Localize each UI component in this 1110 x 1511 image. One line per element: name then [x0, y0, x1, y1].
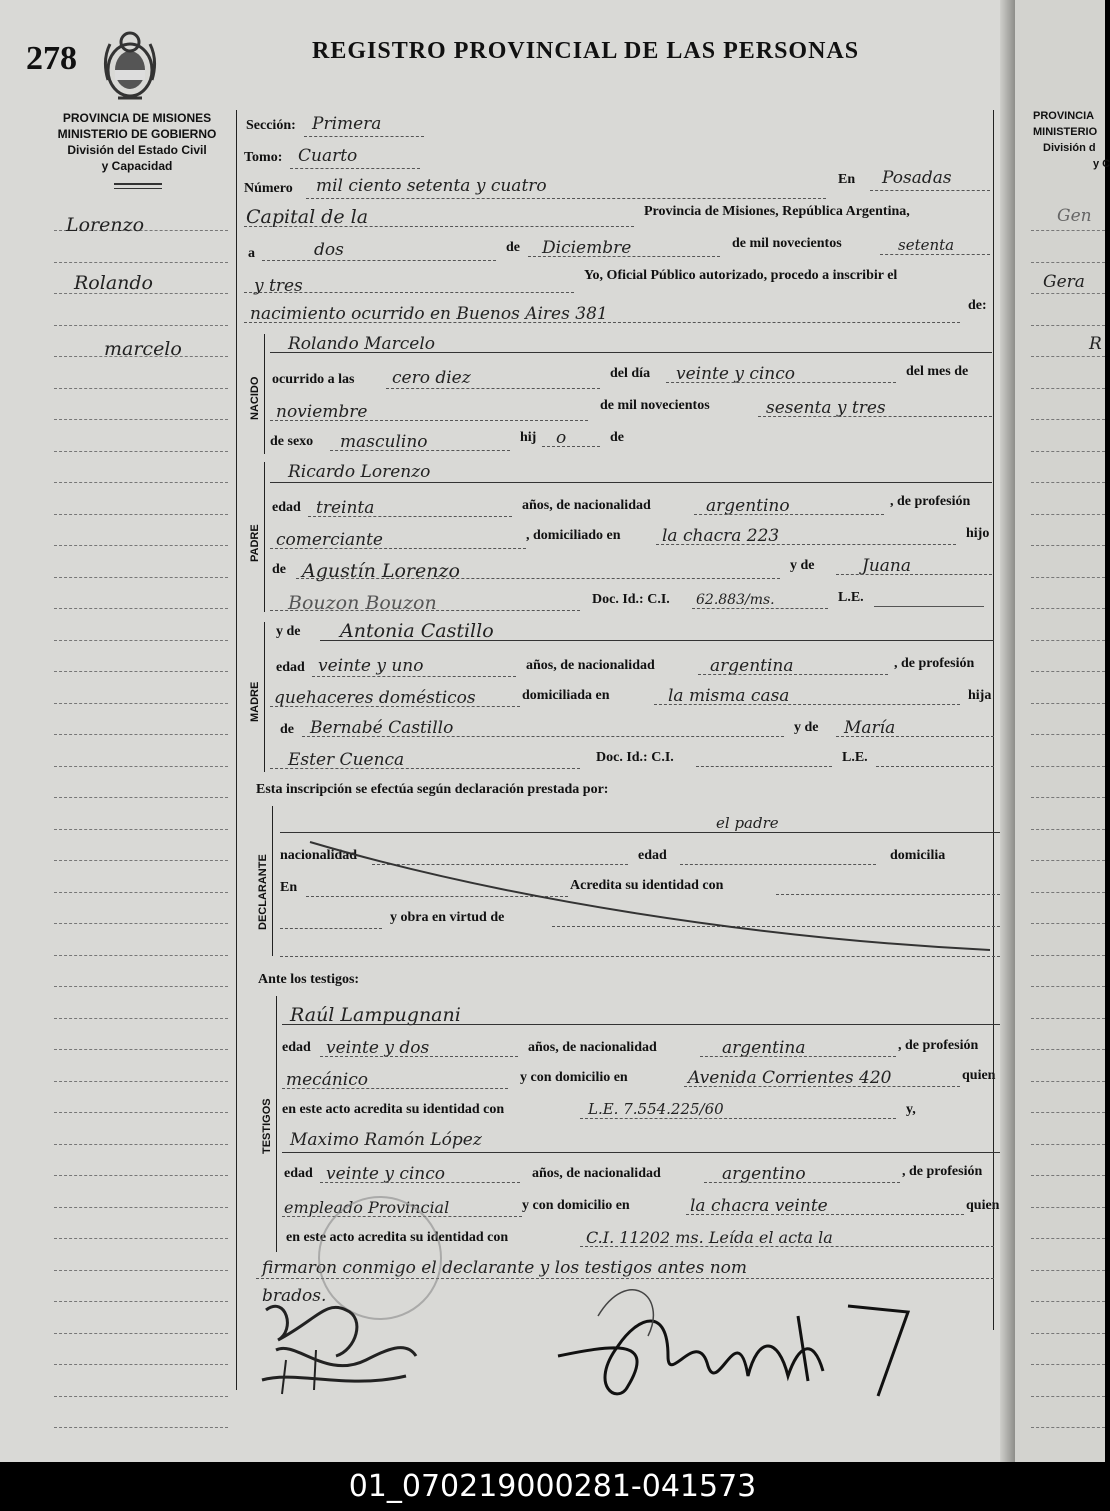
margin-rule [54, 797, 228, 798]
margin-rule [54, 640, 228, 641]
margin-rule [54, 1049, 228, 1050]
label-ante-testigos: Ante los testigos: [258, 972, 360, 987]
adjacent-header-line: División d [1043, 142, 1096, 154]
line-padre-nac [694, 514, 884, 515]
margin-rule [54, 262, 228, 263]
margin-rule [1031, 230, 1105, 231]
margin-rule [54, 325, 228, 326]
line-mes [528, 256, 720, 257]
value-padre-madre: Juana [862, 556, 911, 576]
padre-bar [264, 462, 265, 612]
value-padre-prof: comerciante [276, 530, 383, 550]
margin-rule [54, 1364, 228, 1365]
label-de: de [506, 240, 520, 255]
strike-through-mark [300, 838, 1000, 954]
margin-rule [54, 1175, 228, 1176]
line-madre-nac [698, 674, 888, 675]
side-label-nacido: NACIDO [249, 376, 261, 420]
margin-rule [1031, 797, 1105, 798]
label-ocurrido: ocurrido a las [272, 372, 355, 387]
value-madre-nombre: Antonia Castillo [340, 620, 494, 642]
margin-name-surname: Lorenzo [66, 214, 145, 236]
label-t1-acredita: en este acto acredita su identidad con [282, 1102, 505, 1117]
label-madre-le: L.E. [842, 750, 868, 765]
margin-rule [1031, 419, 1105, 420]
label-t1-edad: edad [282, 1040, 311, 1055]
value-cierre-2: brados. [262, 1286, 327, 1306]
margin-rule [1031, 514, 1105, 515]
margin-rule [1031, 1238, 1105, 1239]
label-en: En [838, 172, 856, 187]
margin-rule [1031, 1333, 1105, 1334]
margin-rule [54, 1144, 228, 1145]
line-numero [306, 198, 826, 199]
label-t2-edad: edad [284, 1166, 313, 1181]
value-declarante: el padre [716, 814, 779, 832]
label-t1-y: y, [906, 1102, 916, 1117]
margin-rule [1031, 262, 1105, 263]
adjacent-header-line: MINISTERIO [1033, 126, 1098, 138]
value-mes: Diciembre [542, 238, 632, 258]
label-t1-prof: , de profesión [898, 1038, 979, 1053]
line-nombre [270, 352, 992, 353]
declarante-bar [272, 806, 273, 956]
margin-rule [1031, 955, 1105, 956]
signature-witness-1 [256, 1290, 426, 1400]
value-tomo: Cuarto [298, 146, 358, 166]
line-t2-edad [320, 1182, 520, 1183]
line-padre-dom [656, 544, 956, 545]
label-del-mes: del mes de [906, 364, 969, 379]
label-declarante-nac: nacionalidad [280, 848, 358, 863]
label-t1-anos: años, de nacionalidad [528, 1040, 657, 1055]
line-madre-madre [836, 736, 994, 737]
value-t2-nac: argentino [722, 1164, 806, 1184]
label-provincia: Provincia de Misiones, República Argentina, [644, 204, 910, 219]
line-anio-nac [758, 416, 992, 417]
label-tomo: Tomo: [244, 150, 283, 165]
line-en [870, 190, 990, 191]
label-padre-de: de [272, 562, 286, 577]
line-padre-madre2 [270, 610, 580, 611]
margin-rule [54, 829, 228, 830]
value-padre-nac: argentino [706, 496, 790, 516]
margin-rule [1031, 1081, 1105, 1082]
line-padre-edad [308, 516, 512, 517]
label-hijo: hijo [966, 526, 990, 541]
value-madre-padre: Bernabé Castillo [310, 718, 454, 738]
image-caption: 01_070219000281-041573 [0, 1462, 1105, 1511]
label-seccion: Sección: [246, 118, 296, 133]
main-right-border [993, 110, 994, 1330]
line-padre-madre [836, 574, 992, 575]
margin-rule [1031, 1427, 1105, 1428]
left-header-line: y Capacidad [101, 159, 173, 173]
label-padre-prof: , de profesión [890, 494, 971, 509]
adjacent-margin-name: Gen [1057, 206, 1092, 226]
line-padre-padre [296, 578, 780, 579]
line-t1-nombre [282, 1024, 1002, 1025]
value-madre-prof: quehaceres domésticos [274, 688, 476, 708]
margin-rule [54, 703, 228, 704]
margin-rule [1031, 451, 1105, 452]
margin-rule [54, 1207, 228, 1208]
line-t2-id [580, 1246, 994, 1247]
value-t1-dom: Avenida Corrientes 420 [688, 1068, 892, 1088]
margin-rule [1031, 1396, 1105, 1397]
label-hij: hij [520, 430, 537, 445]
label-declarante-edad: edad [638, 848, 667, 863]
label-t1-quien: quien [962, 1068, 996, 1083]
label-padre-yde: y de [790, 558, 815, 573]
margin-rule [54, 734, 228, 735]
line-t1-dom [684, 1086, 960, 1087]
page-number: 278 [26, 40, 77, 77]
line-hij [542, 446, 600, 447]
line-mes-nac [270, 420, 588, 421]
line-dia [262, 260, 496, 261]
label-a: a [248, 246, 255, 261]
margin-rule [1031, 734, 1105, 735]
margin-name-first: Rolando [74, 272, 153, 294]
margin-rule [1031, 640, 1105, 641]
label-de2: de [610, 430, 624, 445]
margin-rule [54, 388, 228, 389]
adjacent-margin-name: Gera [1043, 272, 1085, 292]
main-left-border [236, 110, 237, 1390]
margin-name-second: marcelo [104, 338, 182, 360]
label-de-mil: de mil novecientos [732, 236, 842, 251]
line-madre-le [876, 766, 994, 767]
label-t2-anos: años, de nacionalidad [532, 1166, 661, 1181]
margin-rule [54, 1018, 228, 1019]
line-padre-nombre [270, 482, 992, 483]
line-tomo [290, 168, 420, 169]
line-madre-ci [696, 766, 832, 767]
label-esta-inscripcion: Esta inscripción se efectúa según declaración prestada por: [256, 782, 609, 797]
margin-rule [54, 1301, 228, 1302]
line-seccion [304, 136, 424, 137]
value-mes-nac: noviembre [276, 402, 368, 422]
margin-rule [54, 1333, 228, 1334]
margin-rule [1031, 1112, 1105, 1113]
value-cierre-1: firmaron conmigo el declarante y los testigos antes nom [262, 1258, 748, 1278]
value-dia-nac: veinte y cinco [676, 364, 796, 384]
value-anio-a: setenta [898, 236, 955, 254]
left-header-line: MINISTERIO DE GOBIERNO [57, 127, 217, 141]
line-t1-nac [700, 1056, 896, 1057]
margin-rule [54, 451, 228, 452]
line-dia-nac [666, 382, 896, 383]
label-sexo: de sexo [270, 434, 314, 449]
label-t2-acredita: en este acto acredita su identidad con [286, 1230, 509, 1245]
page-title: REGISTRO PROVINCIAL DE LAS PERSONAS [312, 38, 860, 64]
margin-rule [1031, 1049, 1105, 1050]
line-t2-nombre [282, 1152, 1002, 1153]
line-hora [386, 388, 600, 389]
margin-rule [54, 923, 228, 924]
margin-rule [1031, 1018, 1105, 1019]
margin-rule [54, 766, 228, 767]
label-t2-dom: y con domicilio en [522, 1198, 630, 1213]
left-header-line: PROVINCIA DE MISIONES [62, 111, 212, 125]
label-madre-dom: domiciliada en [522, 688, 610, 703]
label-madre-yde: y de [276, 624, 301, 639]
value-t2-dom: la chacra veinte [690, 1196, 828, 1216]
label-declarante-en: En [280, 880, 298, 895]
label-hija: hija [968, 688, 992, 703]
line-declarante [280, 832, 1000, 833]
value-seccion: Primera [312, 114, 382, 134]
line-madre-nombre [320, 640, 994, 641]
label-numero: Número [244, 181, 293, 196]
value-dia: dos [314, 240, 344, 260]
testigos-bar [276, 996, 277, 1252]
left-header-line: División del Estado Civil [67, 143, 207, 157]
value-madre-nac: argentina [710, 656, 794, 676]
adjacent-header-line: PROVINCIA [1033, 110, 1095, 122]
label-declarante-acredita: Acredita su identidad con [570, 878, 724, 893]
margin-rule [1031, 892, 1105, 893]
margin-rule [54, 514, 228, 515]
value-madre-madre2: Ester Cuenca [288, 750, 405, 770]
value-acto: nacimiento ocurrido en Buenos Aires 381 [250, 304, 608, 324]
value-madre-madre: María [844, 718, 896, 738]
line-madre-padre [302, 736, 784, 737]
margin-rule [54, 986, 228, 987]
label-declarante-obra: y obra en virtud de [390, 910, 505, 925]
value-padre-edad: treinta [316, 498, 375, 518]
label-padre-docid: Doc. Id.: C.I. [592, 592, 670, 607]
line-madre-edad [312, 676, 516, 677]
margin-rule [1031, 608, 1105, 609]
margin-rule [54, 577, 228, 578]
margin-rule [54, 955, 228, 956]
line-t2-nac [704, 1182, 900, 1183]
line-padre-le [874, 606, 984, 607]
margin-rule [1031, 1144, 1105, 1145]
header-rule [114, 188, 162, 189]
margin-rule [54, 608, 228, 609]
label-del-dia: del día [610, 366, 651, 381]
label-madre-yde2: y de [794, 720, 819, 735]
value-t2-id: C.I. 11202 ms. Leída el acta la [586, 1228, 833, 1247]
line-t1-edad [320, 1056, 518, 1057]
margin-rule [1031, 986, 1105, 987]
line-anio-a [880, 254, 990, 255]
adjacent-page [1015, 0, 1110, 1462]
label-t2-quien: quien [966, 1198, 1000, 1213]
value-hij-suffix: o [556, 428, 567, 448]
margin-rule [1031, 1207, 1105, 1208]
adjacent-margin-name: R [1089, 334, 1102, 354]
value-sexo: masculino [340, 432, 428, 452]
margin-rule [1031, 577, 1105, 578]
line-capital [244, 226, 634, 227]
value-padre-madre2: Bouzon Bouzon [288, 592, 437, 614]
line-anio-b [244, 292, 574, 293]
adjacent-header-line: y C [1093, 158, 1110, 170]
label-padre-le: L.E. [838, 590, 864, 605]
label-madre-edad: edad [276, 660, 305, 675]
label-madre-de: de [280, 722, 294, 737]
label-madre-docid: Doc. Id.: C.I. [596, 750, 674, 765]
margin-rule [1031, 829, 1105, 830]
side-label-madre: MADRE [249, 681, 261, 722]
margin-rule [54, 1112, 228, 1113]
margin-rule [1031, 1364, 1105, 1365]
margin-rule [1031, 1270, 1105, 1271]
margin-rule [1031, 293, 1105, 294]
line-declarante-end [280, 956, 1000, 957]
value-padre-padre: Agustín Lorenzo [302, 560, 460, 582]
label-madre-anos: años, de nacionalidad [526, 658, 655, 673]
value-t2-prof: empleado Provincial [284, 1198, 450, 1217]
margin-rule [1031, 766, 1105, 767]
value-t1-id: L.E. 7.554.225/60 [588, 1100, 724, 1118]
line-madre-prof [270, 706, 520, 707]
margin-rule [1031, 388, 1105, 389]
value-numero: mil ciento setenta y cuatro [316, 176, 547, 196]
margin-rule [1031, 1175, 1105, 1176]
adjacent-header [1033, 108, 1110, 172]
label-padre-dom: , domiciliado en [526, 528, 621, 543]
label-yo: Yo, Oficial Público autorizado, procedo a inscribir el [584, 268, 898, 283]
margin-rule [54, 671, 228, 672]
madre-bar [264, 622, 265, 772]
label-t2-prof: , de profesión [902, 1164, 983, 1179]
line-padre-prof [270, 548, 526, 549]
label-madre-prof: , de profesión [894, 656, 975, 671]
value-anio-b: y tres [254, 276, 303, 296]
margin-rule [54, 1081, 228, 1082]
margin-rule [54, 1427, 228, 1428]
value-nombre: Rolando Marcelo [288, 334, 435, 354]
side-label-declarante: DECLARANTE [257, 854, 269, 930]
line-madre-madre2 [270, 768, 580, 769]
margin-rule [1031, 1301, 1105, 1302]
value-t1-nac: argentina [722, 1038, 806, 1058]
margin-rule [54, 1238, 228, 1239]
line-madre-dom [654, 704, 960, 705]
margin-rule [54, 860, 228, 861]
coat-of-arms-icon [98, 20, 162, 106]
label-padre-edad: edad [272, 500, 301, 515]
value-en: Posadas [882, 168, 952, 188]
value-t2-nombre: Maximo Ramón López [290, 1130, 482, 1150]
value-t1-nombre: Raúl Lampugnani [290, 1004, 461, 1026]
value-anio-nac: sesenta y tres [766, 398, 886, 418]
header-rule [114, 183, 162, 185]
side-label-padre: PADRE [249, 524, 261, 562]
label-de-colon: de: [968, 298, 987, 313]
margin-rule [54, 1270, 228, 1271]
value-hora: cero diez [392, 368, 471, 388]
margin-rule [1031, 860, 1105, 861]
margin-rule [1031, 703, 1105, 704]
line-t1-prof [282, 1088, 508, 1089]
margin-rule [54, 419, 228, 420]
label-declarante-domicilia: domicilia [890, 848, 946, 863]
margin-rule [54, 482, 228, 483]
line-t2-dom [686, 1214, 964, 1215]
value-padre-ci: 62.883/ms. [696, 592, 775, 608]
label-de-mil2: de mil novecientos [600, 398, 710, 413]
value-t1-edad: veinte y dos [326, 1038, 430, 1058]
margin-rule [1031, 671, 1105, 672]
value-t2-edad: veinte y cinco [326, 1164, 446, 1184]
margin-rule [1031, 325, 1105, 326]
label-padre-anos: años, de nacionalidad [522, 498, 651, 513]
line-padre-ci [692, 608, 828, 609]
margin-rule [1031, 545, 1105, 546]
margin-rule [54, 892, 228, 893]
margin-rule [1031, 356, 1105, 357]
margin-rule [1031, 482, 1105, 483]
value-madre-dom: la misma casa [668, 686, 790, 706]
nacido-bar [264, 334, 265, 454]
margin-rule [54, 1396, 228, 1397]
margin-rule [1031, 923, 1105, 924]
value-padre-nombre: Ricardo Lorenzo [288, 462, 431, 482]
signature-official [548, 1276, 918, 1416]
value-madre-edad: veinte y uno [318, 656, 424, 676]
side-label-testigos: TESTIGOS [261, 1098, 273, 1154]
value-capital: Capital de la [246, 206, 369, 228]
margin-rule [54, 545, 228, 546]
line-sexo [330, 450, 510, 451]
line-t1-id [580, 1118, 896, 1119]
line-acto [244, 322, 960, 323]
label-t1-dom: y con domicilio en [520, 1070, 628, 1085]
value-t1-prof: mecánico [286, 1070, 368, 1090]
left-header [42, 110, 232, 174]
value-padre-dom: la chacra 223 [662, 526, 780, 546]
